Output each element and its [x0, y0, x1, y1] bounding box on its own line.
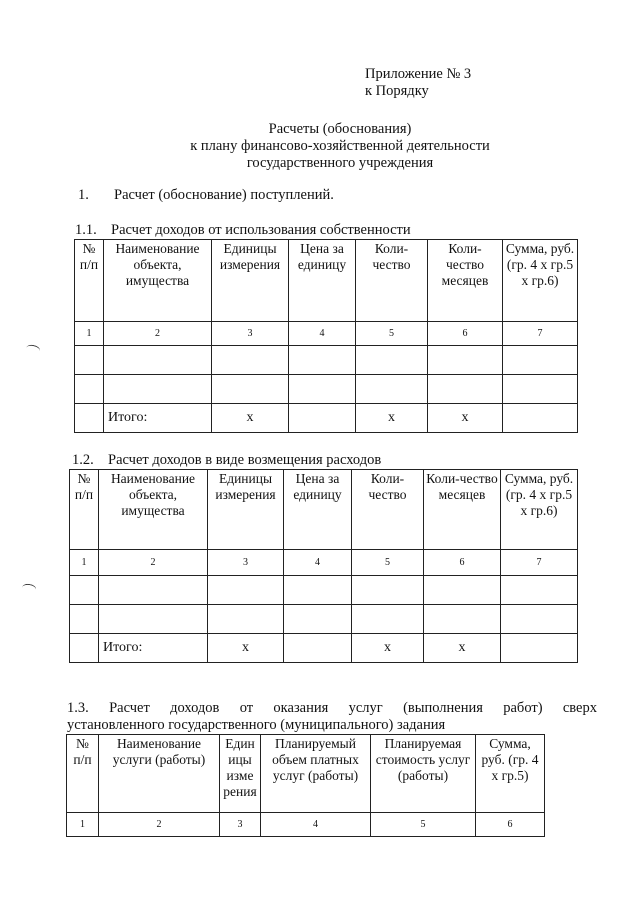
- table-cell: [424, 576, 501, 605]
- section-1-2-heading: [72, 452, 381, 469]
- section-1-3-line2: установленного государственного (муниципального) задания: [67, 717, 446, 733]
- table-cell: [70, 605, 99, 634]
- table-header-row: [67, 735, 545, 813]
- column-number: 3: [212, 322, 289, 346]
- column-number: 1: [75, 322, 104, 346]
- table-cell: [352, 605, 424, 634]
- table-cell: [424, 605, 501, 634]
- table-cell: [212, 346, 289, 375]
- section-1-3-heading: [67, 700, 597, 734]
- header-cell: № п/п: [67, 735, 99, 813]
- total-row: [75, 404, 578, 433]
- title-line1: Расчеты (обоснования): [268, 121, 412, 137]
- column-number: 6: [428, 322, 503, 346]
- header-cell: Коли-чество: [352, 470, 424, 550]
- table-cell: [208, 605, 284, 634]
- column-number: 3: [208, 550, 284, 576]
- table-1-3: [66, 734, 545, 837]
- document-title: [150, 121, 530, 172]
- column-number-row: [67, 813, 545, 837]
- column-number: 3: [220, 813, 261, 837]
- table-cell: [428, 346, 503, 375]
- column-number: 1: [70, 550, 99, 576]
- column-number: 4: [284, 550, 352, 576]
- header-cell: Цена за единицу: [289, 240, 356, 322]
- section-1-1-number: 1.1.: [75, 222, 97, 238]
- column-number: 2: [99, 813, 220, 837]
- table-cell: [208, 576, 284, 605]
- column-number: 5: [352, 550, 424, 576]
- column-number: 6: [424, 550, 501, 576]
- section-1-3-text: Расчет доходов от оказания услуг (выполнения работ) сверх: [109, 700, 597, 716]
- table-cell: [284, 576, 352, 605]
- table-cell: [352, 576, 424, 605]
- table-cell: [501, 605, 578, 634]
- section-1-2-text: Расчет доходов в виде возмещения расходов: [108, 452, 382, 468]
- header-cell: № п/п: [75, 240, 104, 322]
- table-cell: [70, 634, 99, 663]
- header-cell: Цена за единицу: [284, 470, 352, 550]
- table-cell: [70, 576, 99, 605]
- total-cell: x: [356, 404, 428, 433]
- total-cell: x: [208, 634, 284, 663]
- column-number: 7: [501, 550, 578, 576]
- column-number: 6: [476, 813, 545, 837]
- header-cell: Наименование услуги (работы): [99, 735, 220, 813]
- table-cell: [75, 404, 104, 433]
- total-cell: [503, 404, 578, 433]
- section-1-3-line1: [67, 700, 597, 717]
- title-line2: к плану финансово-хозяйственной деятельности: [190, 138, 490, 154]
- column-number-row: [75, 322, 578, 346]
- total-label: Итого:: [104, 404, 212, 433]
- table-cell: [289, 346, 356, 375]
- total-cell: x: [352, 634, 424, 663]
- section-1-1-heading: [75, 222, 411, 239]
- total-cell: x: [212, 404, 289, 433]
- total-cell: x: [428, 404, 503, 433]
- header-cell: Коли-чество месяцев: [424, 470, 501, 550]
- table-row: [75, 346, 578, 375]
- total-cell: [289, 404, 356, 433]
- table-cell: [356, 346, 428, 375]
- table-cell: [356, 375, 428, 404]
- table-cell: [104, 375, 212, 404]
- header-cell: Коли-чество: [356, 240, 428, 322]
- header-cell: Един ицы изме рения: [220, 735, 261, 813]
- table-cell: [104, 346, 212, 375]
- header-cell: Наименование объекта, имущества: [99, 470, 208, 550]
- table-cell: [284, 605, 352, 634]
- table-header-row: [75, 240, 578, 322]
- header-cell: Сумма, руб. (гр. 4 х гр.5): [476, 735, 545, 813]
- scan-mark: [25, 344, 41, 356]
- total-cell: [501, 634, 578, 663]
- header-cell: Планируемый объем платных услуг (работы): [261, 735, 371, 813]
- table-cell: [99, 605, 208, 634]
- table-cell: [75, 346, 104, 375]
- table-cell: [503, 375, 578, 404]
- table-cell: [99, 576, 208, 605]
- section-1-2-number: 1.2.: [72, 452, 94, 468]
- column-number: 1: [67, 813, 99, 837]
- header-cell: Единицы измерения: [212, 240, 289, 322]
- column-number: 2: [104, 322, 212, 346]
- table-row: [75, 375, 578, 404]
- table-1-1: [74, 239, 578, 433]
- section-1-3-number: 1.3.: [67, 700, 89, 716]
- total-cell: [284, 634, 352, 663]
- scan-mark: [21, 583, 36, 594]
- header-cell: Планируемая стоимость услуг (работы): [371, 735, 476, 813]
- table-row: [70, 605, 578, 634]
- section-1-1-text: Расчет доходов от использования собственности: [111, 222, 411, 238]
- header-cell: Наименование объекта, имущества: [104, 240, 212, 322]
- total-label: Итого:: [99, 634, 208, 663]
- column-number: 4: [289, 322, 356, 346]
- section-1-heading: [78, 187, 334, 204]
- table-cell: [75, 375, 104, 404]
- table-row: [70, 576, 578, 605]
- table-cell: [212, 375, 289, 404]
- header-cell: Единицы измерения: [208, 470, 284, 550]
- appendix-line2: к Порядку: [365, 83, 429, 99]
- column-number-row: [70, 550, 578, 576]
- table-cell: [501, 576, 578, 605]
- column-number: 5: [356, 322, 428, 346]
- header-cell: Сумма, руб. (гр. 4 х гр.5 х гр.6): [503, 240, 578, 322]
- total-row: [70, 634, 578, 663]
- header-cell: № п/п: [70, 470, 99, 550]
- appendix-line1: Приложение № 3: [365, 66, 472, 82]
- total-cell: x: [424, 634, 501, 663]
- header-cell: Сумма, руб. (гр. 4 х гр.5 х гр.6): [501, 470, 578, 550]
- appendix-block: [365, 66, 471, 100]
- column-number: 4: [261, 813, 371, 837]
- table-cell: [428, 375, 503, 404]
- title-line3: государственного учреждения: [246, 155, 434, 171]
- column-number: 2: [99, 550, 208, 576]
- section-1-number: 1.: [78, 187, 89, 203]
- table-header-row: [70, 470, 578, 550]
- header-cell: Коли-чество месяцев: [428, 240, 503, 322]
- table-cell: [289, 375, 356, 404]
- section-1-text: Расчет (обоснование) поступлений.: [114, 187, 334, 203]
- table-cell: [503, 346, 578, 375]
- column-number: 5: [371, 813, 476, 837]
- table-1-2: [69, 469, 578, 663]
- column-number: 7: [503, 322, 578, 346]
